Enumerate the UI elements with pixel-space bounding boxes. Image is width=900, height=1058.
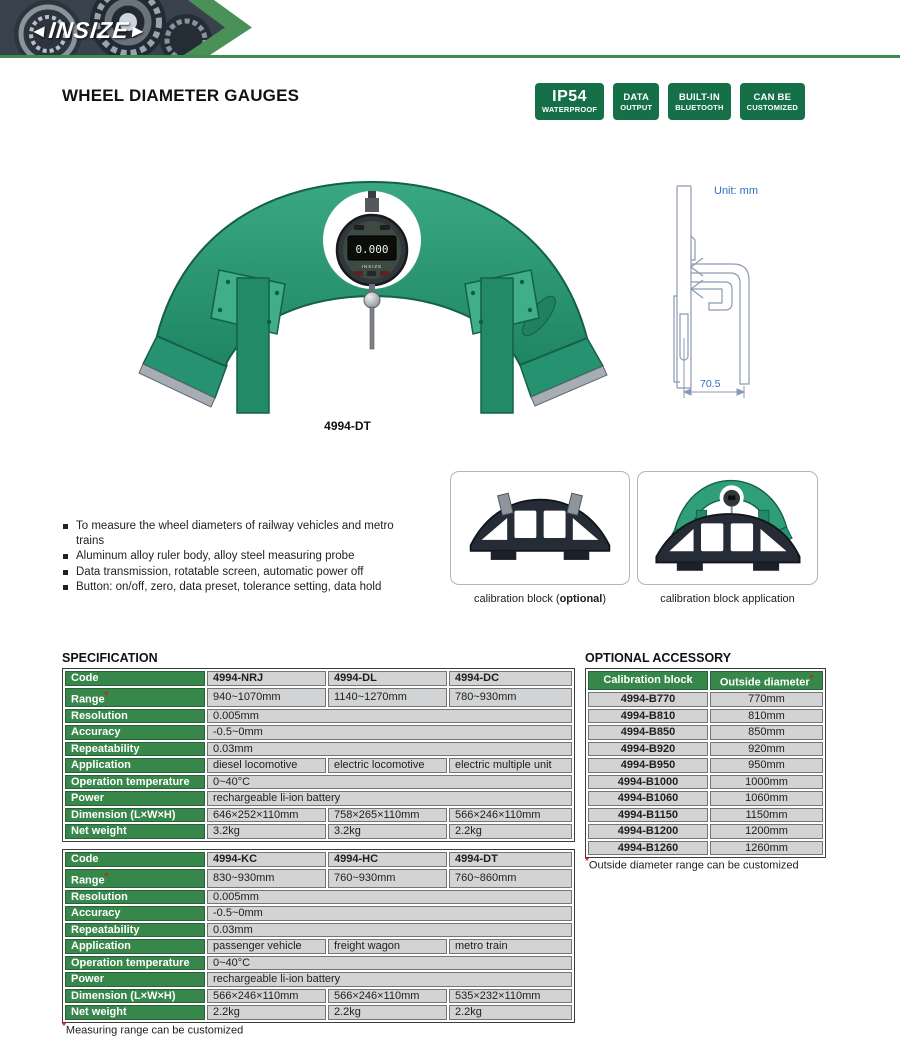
spec-value: 4994-HC	[328, 852, 447, 867]
spec-row-label: Power	[65, 972, 205, 987]
spec-value: 566×246×110mm	[449, 808, 572, 823]
spec-row	[65, 808, 572, 823]
accessory-code: 4994-B850	[588, 725, 708, 740]
spec-row-label: Operation temperature	[65, 775, 205, 790]
accessory-row	[588, 775, 823, 790]
spec-row-label: Application	[65, 758, 205, 773]
caption-text: calibration block (	[473, 593, 560, 605]
insize-logo	[29, 17, 150, 44]
feature-list	[62, 519, 407, 596]
spec-row-label: Operation temperature	[65, 956, 205, 971]
spec-value: 940~1070mm	[207, 688, 326, 707]
badge-can-be-customized	[740, 83, 805, 120]
specification-table-1	[62, 668, 575, 842]
specification-heading: SPECIFICATION	[62, 651, 158, 665]
application-caption: calibration block application	[660, 593, 795, 605]
spec-row	[65, 725, 572, 740]
spec-row	[65, 824, 572, 839]
spec-row	[65, 852, 572, 867]
accessory-row	[588, 824, 823, 839]
feature-item: Button: on/off, zero, data preset, tolerance setting, data hold	[62, 580, 407, 595]
feature-badges	[535, 83, 805, 120]
spec-row	[65, 869, 572, 888]
calibration-block-application-art	[642, 475, 813, 581]
badge-data-output	[613, 83, 659, 120]
spec-row-label: Repeatability	[65, 742, 205, 757]
spec-row	[65, 956, 572, 971]
spec-value: metro train	[449, 939, 572, 954]
wheel-diameter-gauge-photo	[135, 158, 615, 423]
accessory-diameter: 770mm	[710, 692, 823, 707]
accessory-code: 4994-B920	[588, 742, 708, 757]
spec-value: 566×246×110mm	[328, 989, 447, 1004]
spec-row-label: Dimension (L×W×H)	[65, 808, 205, 823]
accessory-header-row	[588, 671, 823, 690]
accessory-row	[588, 709, 823, 724]
accessory-code: 4994-B1200	[588, 824, 708, 839]
accessory-diameter: 1060mm	[710, 791, 823, 806]
spec-value: 2.2kg	[207, 1005, 326, 1020]
red-asterisk: *	[62, 1021, 66, 1032]
accessory-code: 4994-B1060	[588, 791, 708, 806]
spec-row-label: Net weight	[65, 824, 205, 839]
red-asterisk: *	[585, 856, 589, 867]
spec-value: 4994-DC	[449, 671, 572, 686]
spec-value: 0.03mm	[207, 923, 572, 938]
accessory-diameter: 1150mm	[710, 808, 823, 823]
spec-value: 566×246×110mm	[207, 989, 326, 1004]
red-asterisk: *	[104, 689, 109, 700]
spec-row-label: Accuracy	[65, 906, 205, 921]
header-text: Outside diameter	[719, 676, 810, 689]
drawing-dimension-value: 70.5	[700, 378, 721, 390]
footnote-text: Outside diameter range can be customized	[588, 859, 799, 872]
specification-footnote	[62, 1021, 243, 1037]
spec-value: diesel locomotive	[207, 758, 326, 773]
spec-value: 4994-DL	[328, 671, 447, 686]
badge-line2: OUTPUT	[620, 102, 653, 112]
spec-value: 3.2kg	[207, 824, 326, 839]
spec-row	[65, 775, 572, 790]
feature-item: Aluminum alloy ruler body, alloy steel measuring probe	[62, 549, 407, 564]
spec-value: freight wagon	[328, 939, 447, 954]
footnote-text: Measuring range can be customized	[65, 1024, 244, 1037]
spec-row-label: Repeatability	[65, 923, 205, 938]
spec-value: -0.5~0mm	[207, 906, 572, 921]
spec-value: 830~930mm	[207, 869, 326, 888]
accessory-diameter: 1000mm	[710, 775, 823, 790]
spec-value: 0.005mm	[207, 890, 572, 905]
badge-line1: CAN BE	[753, 91, 792, 103]
accessory-diameter: 920mm	[710, 742, 823, 757]
accessory-row	[588, 725, 823, 740]
spec-value: 0~40°C	[207, 775, 572, 790]
spec-row	[65, 989, 572, 1004]
spec-row-label: Resolution	[65, 709, 205, 724]
spec-row	[65, 758, 572, 773]
caption-bold-text: optional	[559, 593, 603, 605]
spec-value: electric multiple unit	[449, 758, 572, 773]
badge-line1: IP54	[552, 88, 588, 105]
badge-line1: BUILT-IN	[678, 91, 720, 103]
accessory-diameter: 1200mm	[710, 824, 823, 839]
spec-value: 0~40°C	[207, 956, 572, 971]
accessory-row	[588, 692, 823, 707]
product-model-label: 4994-DT	[324, 419, 371, 433]
specification-table-2	[62, 849, 575, 1023]
badge-line2: BLUETOOTH	[675, 102, 724, 112]
accessory-code: 4994-B810	[588, 709, 708, 724]
spec-row-label: Application	[65, 939, 205, 954]
spec-row-label: Resolution	[65, 890, 205, 905]
spec-row	[65, 1005, 572, 1020]
feature-item: To measure the wheel diameters of railway vehicles and metro trains	[62, 519, 407, 548]
spec-row	[65, 923, 572, 938]
accessory-code: 4994-B1260	[588, 841, 708, 856]
calibration-block-image	[450, 471, 630, 585]
badge-built-in-bluetooth	[668, 83, 730, 120]
spec-value: -0.5~0mm	[207, 725, 572, 740]
accessory-heading: OPTIONAL ACCESSORY	[585, 651, 732, 665]
logo-arrow-left-icon: ◄	[28, 21, 50, 41]
spec-row	[65, 939, 572, 954]
measuring-probe	[370, 307, 374, 349]
spec-value: 780~930mm	[449, 688, 572, 707]
spec-value: electric locomotive	[328, 758, 447, 773]
specification-table-2-body	[65, 852, 572, 1020]
accessory-row	[588, 841, 823, 856]
spec-row	[65, 671, 572, 686]
spec-value: 4994-DT	[449, 852, 572, 867]
spec-row-label: Code	[65, 671, 205, 686]
spec-row	[65, 972, 572, 987]
header-divider	[0, 55, 900, 58]
spec-value: rechargeable li-ion battery	[207, 972, 572, 987]
indicator-brand-label: INSIZE	[361, 264, 383, 269]
page-title: WHEEL DIAMETER GAUGES	[62, 86, 300, 105]
accessory-table-body	[588, 671, 823, 855]
spec-row	[65, 906, 572, 921]
accessory-row	[588, 791, 823, 806]
spec-row	[65, 688, 572, 707]
accessory-code: 4994-B950	[588, 758, 708, 773]
accessory-row	[588, 758, 823, 773]
spec-value: 4994-NRJ	[207, 671, 326, 686]
accessory-diameter: 810mm	[710, 709, 823, 724]
spec-row-label: Net weight	[65, 1005, 205, 1020]
indicator-display-value: 0.000	[355, 243, 389, 256]
spec-value: 760~930mm	[328, 869, 447, 888]
accessory-diameter: 1260mm	[710, 841, 823, 856]
spec-row	[65, 791, 572, 806]
spec-value: 2.2kg	[449, 1005, 572, 1020]
specification-table-1-body	[65, 671, 572, 839]
accessory-footnote	[585, 856, 799, 872]
accessory-diameter: 950mm	[710, 758, 823, 773]
calibration-block-art	[455, 476, 625, 580]
logo-text: INSIZE	[47, 17, 131, 43]
logo-arrow-right-icon: ►	[127, 21, 149, 41]
badge-line1: DATA	[623, 91, 650, 103]
calibration-block-application-image	[637, 471, 818, 585]
feature-item: Data transmission, rotatable screen, automatic power off	[62, 565, 407, 580]
spec-value: 4994-KC	[207, 852, 326, 867]
technical-drawing	[648, 178, 803, 408]
spec-value: 535×232×110mm	[449, 989, 572, 1004]
accessory-diameter: 850mm	[710, 725, 823, 740]
spec-value: 0.005mm	[207, 709, 572, 724]
spec-row-label: Dimension (L×W×H)	[65, 989, 205, 1004]
indicator-knob	[364, 292, 380, 308]
spec-value: 2.2kg	[328, 1005, 447, 1020]
accessory-code: 4994-B1000	[588, 775, 708, 790]
accessory-row	[588, 742, 823, 757]
badge-line2: CUSTOMIZED	[746, 102, 799, 112]
spec-value: 2.2kg	[449, 824, 572, 839]
spec-row-label: Code	[65, 852, 205, 867]
spec-value: 646×252×110mm	[207, 808, 326, 823]
accessory-row	[588, 808, 823, 823]
spec-row	[65, 709, 572, 724]
spec-row-label: Power	[65, 791, 205, 806]
red-asterisk: *	[809, 673, 814, 683]
spec-value: 1140~1270mm	[328, 688, 447, 707]
spec-value: 758×265×110mm	[328, 808, 447, 823]
spec-row	[65, 890, 572, 905]
accessory-table	[585, 668, 826, 858]
spec-value: 3.2kg	[328, 824, 447, 839]
accessory-col1-header: Calibration block	[588, 671, 708, 690]
accessory-code: 4994-B1150	[588, 808, 708, 823]
red-asterisk: *	[104, 870, 109, 881]
accessory-code: 4994-B770	[588, 692, 708, 707]
badge-ip54-waterproof	[535, 83, 604, 120]
spec-row	[65, 742, 572, 757]
spec-value: passenger vehicle	[207, 939, 326, 954]
drawing-unit-label: Unit: mm	[714, 185, 758, 197]
spec-value: 760~860mm	[449, 869, 572, 888]
spec-row-label: Accuracy	[65, 725, 205, 740]
caption-text: )	[602, 593, 607, 605]
spec-value: rechargeable li-ion battery	[207, 791, 572, 806]
spec-row-label: Range*	[65, 869, 205, 888]
calibration-block-caption	[450, 593, 630, 605]
spec-value: 0.03mm	[207, 742, 572, 757]
spec-row-label: Range*	[65, 688, 205, 707]
badge-line2: WATERPROOF	[542, 105, 598, 114]
accessory-col2-header	[710, 671, 823, 690]
